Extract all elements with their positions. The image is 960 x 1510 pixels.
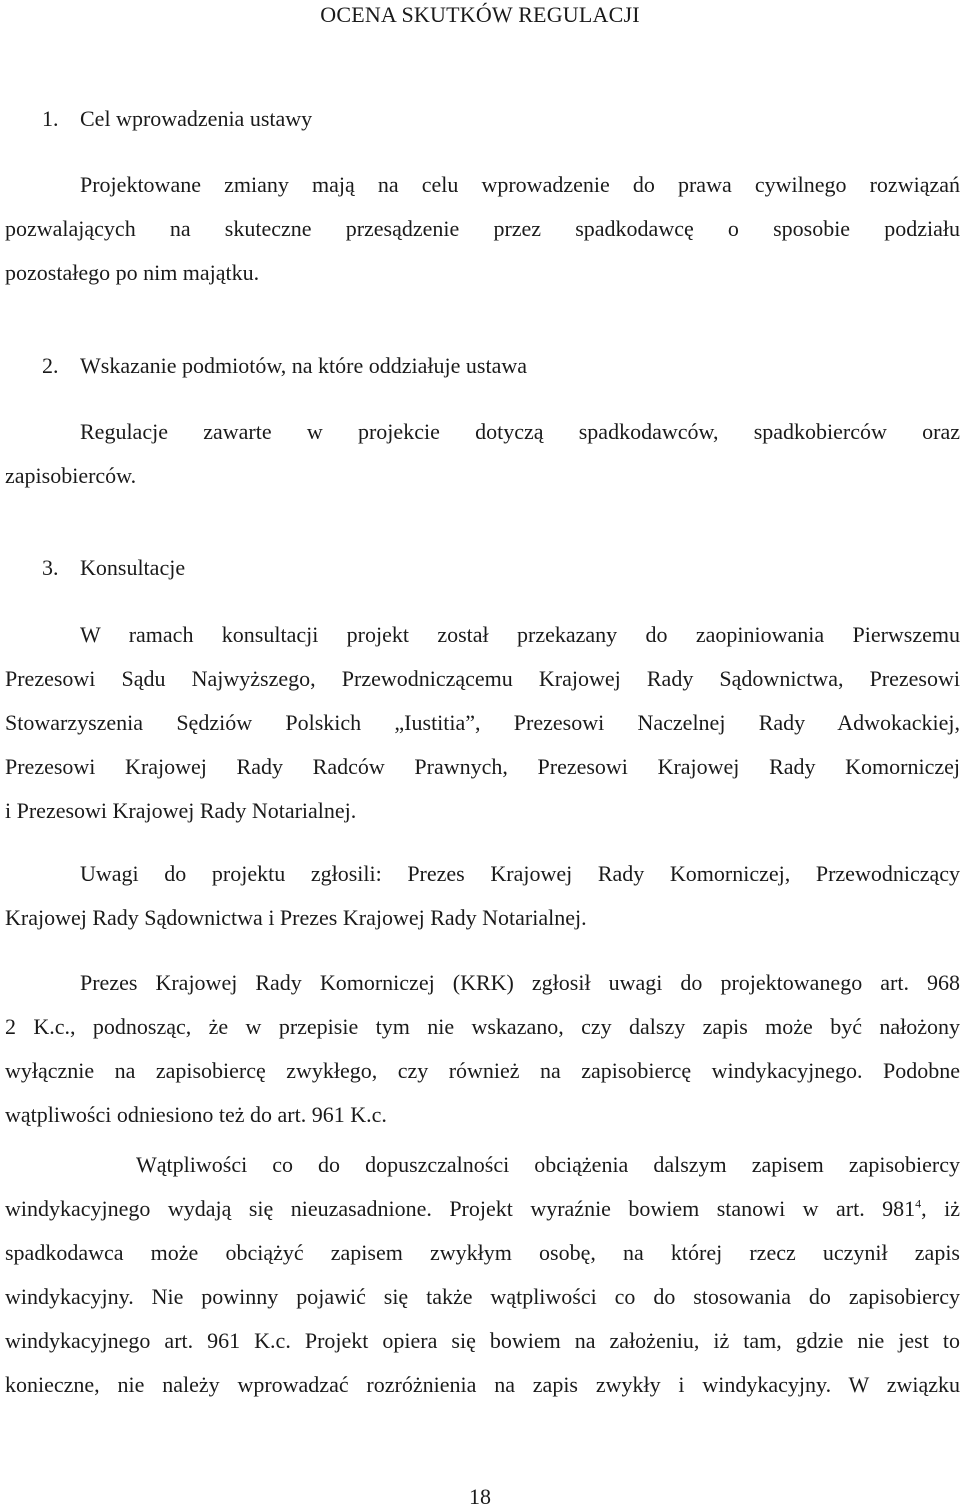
section-2-title: Wskazanie podmiotów, na które oddziałuje ustawa [80, 353, 527, 378]
section-1-number: 1. [42, 106, 59, 131]
page-number: 18 [469, 1484, 491, 1509]
superscript: 4 [915, 1196, 922, 1211]
section-3-number: 3. [42, 555, 59, 580]
section-2-number: 2. [42, 353, 59, 378]
text-line: wątpliwości odniesiono też do art. 961 K.c. [5, 1102, 387, 1127]
text-line: Prezes Krajowej Rady Komorniczej (KRK) zgłosił uwagi do projektowanego art. 968 [80, 970, 960, 995]
text-line: pozwalających na skuteczne przesądzenie przez spadkodawcę o sposobie podziału [5, 216, 960, 241]
krk-remarks-paragraph [5, 961, 960, 1137]
text-line: Wątpliwości co do dopuszczalności obciążenia dalszym zapisem zapisobiercy [136, 1152, 960, 1177]
text-line: Krajowej Rady Sądownictwa i Prezes Krajowej Rady Notarialnej. [5, 905, 587, 930]
text-line: Prezesowi Krajowej Rady Radców Prawnych, Prezesowi Krajowej Rady Komorniczej [5, 754, 960, 779]
text-line: W ramach konsultacji projekt został przekazany do zaopiniowania Pierwszemu [80, 622, 960, 647]
comments-paragraph [5, 852, 960, 940]
text-line: Projektowane zmiany mają na celu wprowadzenie do prawa cywilnego rozwiązań [80, 172, 960, 197]
text-segment: , iż [921, 1196, 960, 1221]
text-line: Prezesowi Sądu Najwyższego, Przewodniczącemu Krajowej Rady Sądownictwa, Prezesowi [5, 666, 960, 691]
text-line: i Prezesowi Krajowej Rady Notarialnej. [5, 798, 357, 823]
section-1-title: Cel wprowadzenia ustawy [80, 106, 313, 131]
section-3-title: Konsultacje [80, 555, 186, 580]
text-line: pozostałego po nim majątku. [5, 260, 260, 285]
text-segment: windykacyjnego wydają się nieuzasadnione. Projekt wyraźnie bowiem stanowi w art. 981 [5, 1196, 916, 1221]
consultation-paragraph [5, 613, 960, 833]
text-line: konieczne, nie należy wprowadzać rozróżnienia na zapis zwykły i windykacyjny. W związku [5, 1372, 960, 1397]
text-line: Stowarzyszenia Sędziów Polskich „Iustitia”, Prezesowi Naczelnej Rady Adwokackiej, [5, 710, 960, 735]
text-line: zapisobierców. [5, 463, 137, 488]
text-line: windykacyjny. Nie powinny pojawić się także wątpliwości co do stosowania do zapisobiercy [5, 1284, 960, 1309]
text-line: Regulacje zawarte w projekcie dotyczą spadkodawców, spadkobierców oraz [80, 419, 960, 444]
doubts-paragraph [5, 1143, 960, 1407]
section-1-paragraph [5, 163, 960, 295]
section-2-heading [42, 353, 527, 379]
text-line [5, 1187, 960, 1231]
section-1-heading [42, 106, 312, 132]
text-line: windykacyjnego art. 961 K.c. Projekt opiera się bowiem na założeniu, iż tam, gdzie nie jest to [5, 1328, 960, 1353]
document-title: OCENA SKUTKÓW REGULACJI [320, 2, 640, 27]
section-3-heading [42, 555, 185, 581]
text-line: wyłącznie na zapisobiercę zwykłego, czy również na zapisobiercę windykacyjnego. Podobne [5, 1058, 960, 1083]
text-line: spadkodawca może obciążyć zapisem zwykłym osobę, na której rzecz uczynił zapis [5, 1240, 960, 1265]
section-2-paragraph [5, 410, 960, 498]
text-line: 2 K.c., podnosząc, że w przepisie tym nie wskazano, czy dalszy zapis może być nałożony [5, 1014, 960, 1039]
text-line: Uwagi do projektu zgłosili: Prezes Krajowej Rady Komorniczej, Przewodniczący [80, 861, 960, 886]
